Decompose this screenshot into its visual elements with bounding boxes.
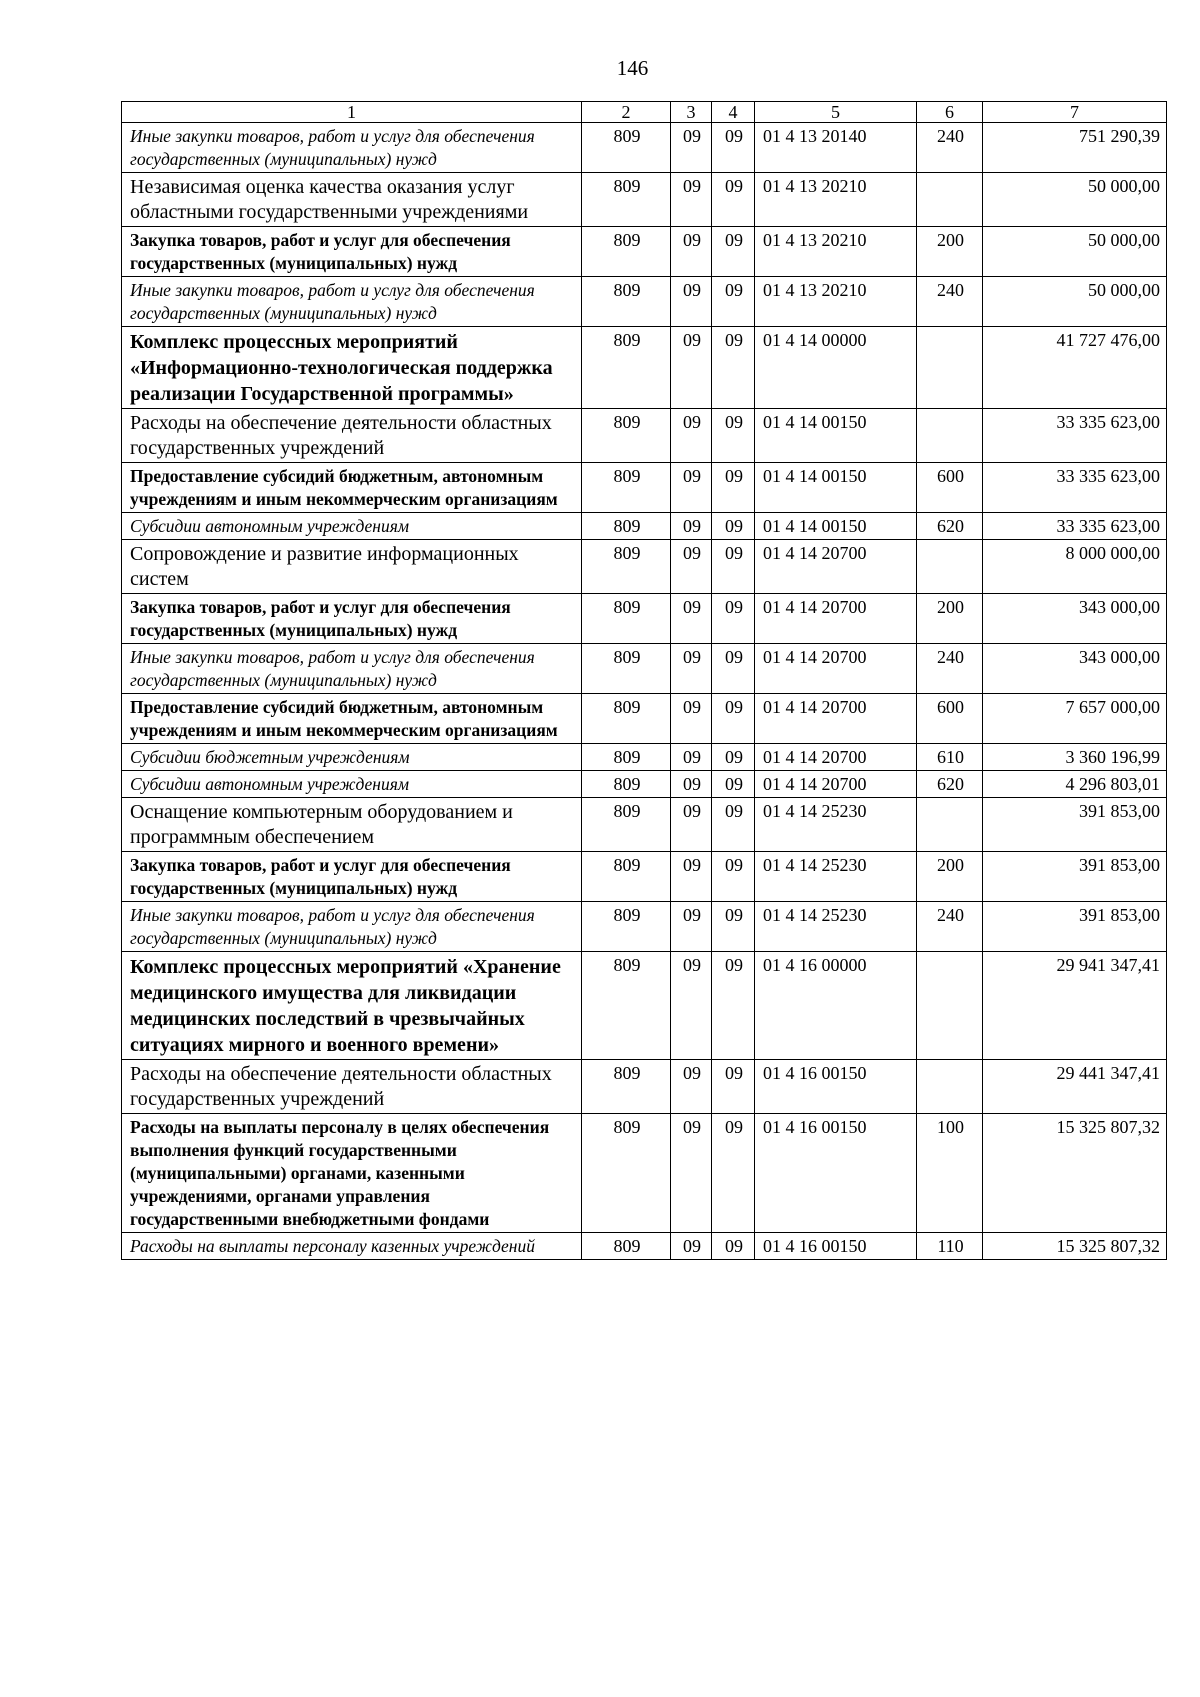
section-cell: 09 <box>671 852 712 902</box>
target-article-cell: 01 4 13 20210 <box>755 227 917 277</box>
row-name-cell: Оснащение компьютерным оборудованием и программным обеспечением <box>122 798 582 852</box>
table-row <box>122 513 1167 540</box>
ministry-code-cell: 809 <box>582 173 671 227</box>
amount-cell: 3 360 196,99 <box>983 744 1167 771</box>
expense-type-cell: 110 <box>917 1233 983 1260</box>
section-cell: 09 <box>671 513 712 540</box>
ministry-code-cell: 809 <box>582 852 671 902</box>
target-article-cell: 01 4 14 20700 <box>755 744 917 771</box>
row-name-cell: Расходы на выплаты персоналу казенных учреждений <box>122 1233 582 1260</box>
target-article-cell: 01 4 14 00150 <box>755 513 917 540</box>
amount-cell: 343 000,00 <box>983 594 1167 644</box>
target-article-cell: 01 4 16 00000 <box>755 952 917 1060</box>
amount-cell: 50 000,00 <box>983 227 1167 277</box>
target-article-cell: 01 4 14 20700 <box>755 771 917 798</box>
ministry-code-cell: 809 <box>582 694 671 744</box>
section-cell: 09 <box>671 409 712 463</box>
column-header: 7 <box>983 102 1167 123</box>
table-row <box>122 852 1167 902</box>
section-cell: 09 <box>671 463 712 513</box>
target-article-cell: 01 4 13 20210 <box>755 173 917 227</box>
expense-type-cell: 240 <box>917 644 983 694</box>
row-name-cell: Расходы на обеспечение деятельности областных государственных учреждений <box>122 1060 582 1114</box>
expense-type-cell: 600 <box>917 694 983 744</box>
subsection-cell: 09 <box>712 644 755 694</box>
ministry-code-cell: 809 <box>582 513 671 540</box>
row-name-cell: Независимая оценка качества оказания услуг областными государственными учреждениями <box>122 173 582 227</box>
subsection-cell: 09 <box>712 798 755 852</box>
row-name-cell: Закупка товаров, работ и услуг для обеспечения государственных (муниципальных) нужд <box>122 852 582 902</box>
target-article-cell: 01 4 14 20700 <box>755 594 917 644</box>
ministry-code-cell: 809 <box>582 744 671 771</box>
section-cell: 09 <box>671 771 712 798</box>
row-name-cell: Субсидии автономным учреждениям <box>122 513 582 540</box>
target-article-cell: 01 4 14 25230 <box>755 902 917 952</box>
ministry-code-cell: 809 <box>582 123 671 173</box>
amount-cell: 29 441 347,41 <box>983 1060 1167 1114</box>
ministry-code-cell: 809 <box>582 409 671 463</box>
target-article-cell: 01 4 13 20140 <box>755 123 917 173</box>
table-row <box>122 463 1167 513</box>
section-cell: 09 <box>671 123 712 173</box>
table-row <box>122 1060 1167 1114</box>
ministry-code-cell: 809 <box>582 327 671 409</box>
section-cell: 09 <box>671 594 712 644</box>
column-header: 2 <box>582 102 671 123</box>
row-name-cell: Иные закупки товаров, работ и услуг для обеспечения государственных (муниципальных) нужд <box>122 277 582 327</box>
expense-type-cell <box>917 952 983 1060</box>
expense-type-cell: 240 <box>917 123 983 173</box>
target-article-cell: 01 4 14 20700 <box>755 644 917 694</box>
target-article-cell: 01 4 14 25230 <box>755 852 917 902</box>
row-name-cell: Иные закупки товаров, работ и услуг для обеспечения государственных (муниципальных) нужд <box>122 902 582 952</box>
target-article-cell: 01 4 16 00150 <box>755 1060 917 1114</box>
ministry-code-cell: 809 <box>582 463 671 513</box>
expense-type-cell: 620 <box>917 513 983 540</box>
subsection-cell: 09 <box>712 852 755 902</box>
ministry-code-cell: 809 <box>582 1060 671 1114</box>
column-header: 1 <box>122 102 582 123</box>
expense-type-cell <box>917 173 983 227</box>
target-article-cell: 01 4 16 00150 <box>755 1114 917 1233</box>
subsection-cell: 09 <box>712 744 755 771</box>
subsection-cell: 09 <box>712 227 755 277</box>
table-header-row <box>122 102 1167 123</box>
subsection-cell: 09 <box>712 902 755 952</box>
section-cell: 09 <box>671 540 712 594</box>
section-cell: 09 <box>671 744 712 771</box>
subsection-cell: 09 <box>712 771 755 798</box>
column-header: 6 <box>917 102 983 123</box>
table-row <box>122 952 1167 1060</box>
subsection-cell: 09 <box>712 694 755 744</box>
subsection-cell: 09 <box>712 540 755 594</box>
ministry-code-cell: 809 <box>582 798 671 852</box>
table-row <box>122 227 1167 277</box>
column-header: 4 <box>712 102 755 123</box>
table-row <box>122 409 1167 463</box>
subsection-cell: 09 <box>712 952 755 1060</box>
target-article-cell: 01 4 14 20700 <box>755 694 917 744</box>
amount-cell: 391 853,00 <box>983 852 1167 902</box>
table-row <box>122 123 1167 173</box>
target-article-cell: 01 4 16 00150 <box>755 1233 917 1260</box>
table-row <box>122 540 1167 594</box>
amount-cell: 391 853,00 <box>983 798 1167 852</box>
ministry-code-cell: 809 <box>582 594 671 644</box>
ministry-code-cell: 809 <box>582 902 671 952</box>
section-cell: 09 <box>671 798 712 852</box>
amount-cell: 391 853,00 <box>983 902 1167 952</box>
expense-type-cell: 200 <box>917 594 983 644</box>
amount-cell: 343 000,00 <box>983 644 1167 694</box>
target-article-cell: 01 4 13 20210 <box>755 277 917 327</box>
section-cell: 09 <box>671 902 712 952</box>
amount-cell: 50 000,00 <box>983 277 1167 327</box>
table-row <box>122 771 1167 798</box>
amount-cell: 15 325 807,32 <box>983 1233 1167 1260</box>
section-cell: 09 <box>671 644 712 694</box>
amount-cell: 4 296 803,01 <box>983 771 1167 798</box>
expense-type-cell <box>917 1060 983 1114</box>
table-row <box>122 594 1167 644</box>
section-cell: 09 <box>671 277 712 327</box>
row-name-cell: Расходы на обеспечение деятельности областных государственных учреждений <box>122 409 582 463</box>
section-cell: 09 <box>671 952 712 1060</box>
expense-type-cell: 100 <box>917 1114 983 1233</box>
ministry-code-cell: 809 <box>582 771 671 798</box>
subsection-cell: 09 <box>712 1060 755 1114</box>
expense-type-cell: 620 <box>917 771 983 798</box>
ministry-code-cell: 809 <box>582 1233 671 1260</box>
row-name-cell: Закупка товаров, работ и услуг для обеспечения государственных (муниципальных) нужд <box>122 227 582 277</box>
section-cell: 09 <box>671 227 712 277</box>
expense-type-cell: 240 <box>917 277 983 327</box>
table-row <box>122 902 1167 952</box>
amount-cell: 50 000,00 <box>983 173 1167 227</box>
table-row <box>122 173 1167 227</box>
subsection-cell: 09 <box>712 1233 755 1260</box>
expense-type-cell: 200 <box>917 852 983 902</box>
amount-cell: 33 335 623,00 <box>983 463 1167 513</box>
column-header: 5 <box>755 102 917 123</box>
amount-cell: 41 727 476,00 <box>983 327 1167 409</box>
row-name-cell: Комплекс процессных мероприятий «Информационно-технологическая поддержка реализации Государственной программы» <box>122 327 582 409</box>
row-name-cell: Иные закупки товаров, работ и услуг для обеспечения государственных (муниципальных) нужд <box>122 644 582 694</box>
subsection-cell: 09 <box>712 513 755 540</box>
ministry-code-cell: 809 <box>582 277 671 327</box>
subsection-cell: 09 <box>712 409 755 463</box>
amount-cell: 751 290,39 <box>983 123 1167 173</box>
target-article-cell: 01 4 14 20700 <box>755 540 917 594</box>
amount-cell: 15 325 807,32 <box>983 1114 1167 1233</box>
target-article-cell: 01 4 14 00150 <box>755 463 917 513</box>
subsection-cell: 09 <box>712 173 755 227</box>
subsection-cell: 09 <box>712 123 755 173</box>
ministry-code-cell: 809 <box>582 540 671 594</box>
row-name-cell: Расходы на выплаты персоналу в целях обеспечения выполнения функций государственными (муниципальными) органами, казенными учреждениями, органами управления государственными внебюджетными фондами <box>122 1114 582 1233</box>
row-name-cell: Комплекс процессных мероприятий «Хранение медицинского имущества для ликвидации медицинских последствий в чрезвычайных ситуациях мирного и военного времени» <box>122 952 582 1060</box>
table-row <box>122 1233 1167 1260</box>
section-cell: 09 <box>671 694 712 744</box>
row-name-cell: Сопровождение и развитие информационных систем <box>122 540 582 594</box>
section-cell: 09 <box>671 1233 712 1260</box>
table-row <box>122 277 1167 327</box>
expense-type-cell <box>917 327 983 409</box>
amount-cell: 7 657 000,00 <box>983 694 1167 744</box>
ministry-code-cell: 809 <box>582 952 671 1060</box>
amount-cell: 29 941 347,41 <box>983 952 1167 1060</box>
expense-type-cell: 240 <box>917 902 983 952</box>
column-header: 3 <box>671 102 712 123</box>
row-name-cell: Субсидии автономным учреждениям <box>122 771 582 798</box>
table-row <box>122 327 1167 409</box>
budget-table <box>121 101 1167 1260</box>
expense-type-cell: 610 <box>917 744 983 771</box>
table-row <box>122 798 1167 852</box>
row-name-cell: Предоставление субсидий бюджетным, автономным учреждениям и иным некоммерческим организациям <box>122 463 582 513</box>
subsection-cell: 09 <box>712 327 755 409</box>
subsection-cell: 09 <box>712 463 755 513</box>
subsection-cell: 09 <box>712 277 755 327</box>
amount-cell: 33 335 623,00 <box>983 409 1167 463</box>
target-article-cell: 01 4 14 25230 <box>755 798 917 852</box>
ministry-code-cell: 809 <box>582 1114 671 1233</box>
subsection-cell: 09 <box>712 594 755 644</box>
target-article-cell: 01 4 14 00150 <box>755 409 917 463</box>
row-name-cell: Предоставление субсидий бюджетным, автономным учреждениям и иным некоммерческим организациям <box>122 694 582 744</box>
expense-type-cell: 600 <box>917 463 983 513</box>
target-article-cell: 01 4 14 00000 <box>755 327 917 409</box>
row-name-cell: Закупка товаров, работ и услуг для обеспечения государственных (муниципальных) нужд <box>122 594 582 644</box>
section-cell: 09 <box>671 173 712 227</box>
section-cell: 09 <box>671 1060 712 1114</box>
row-name-cell: Иные закупки товаров, работ и услуг для обеспечения государственных (муниципальных) нужд <box>122 123 582 173</box>
ministry-code-cell: 809 <box>582 227 671 277</box>
table-row <box>122 694 1167 744</box>
expense-type-cell <box>917 798 983 852</box>
section-cell: 09 <box>671 1114 712 1233</box>
table-row <box>122 744 1167 771</box>
table-row <box>122 1114 1167 1233</box>
expense-type-cell: 200 <box>917 227 983 277</box>
table-row <box>122 644 1167 694</box>
ministry-code-cell: 809 <box>582 644 671 694</box>
table-body <box>122 123 1167 1260</box>
section-cell: 09 <box>671 327 712 409</box>
subsection-cell: 09 <box>712 1114 755 1233</box>
amount-cell: 8 000 000,00 <box>983 540 1167 594</box>
expense-type-cell <box>917 409 983 463</box>
expense-type-cell <box>917 540 983 594</box>
row-name-cell: Субсидии бюджетным учреждениям <box>122 744 582 771</box>
amount-cell: 33 335 623,00 <box>983 513 1167 540</box>
page-number: 146 <box>616 56 649 80</box>
